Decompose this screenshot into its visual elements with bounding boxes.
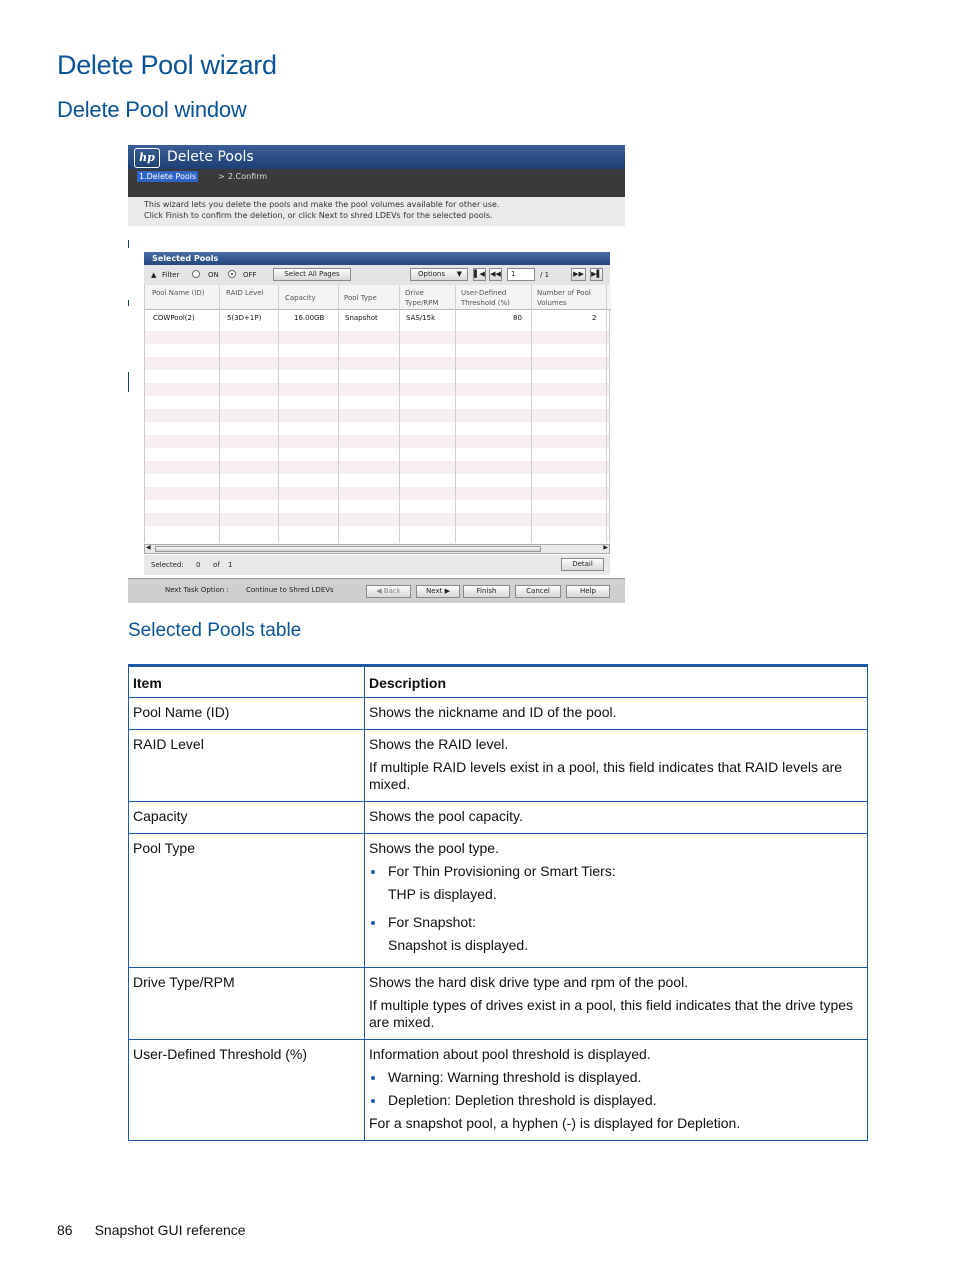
bullet-item: For Snapshot: [369, 914, 863, 931]
filter-off-label: OFF [243, 271, 257, 279]
description-text: Shows the hard disk drive type and rpm of the pool. [369, 974, 689, 990]
item-cell: Drive Type/RPM [129, 968, 365, 1040]
filter-on-label: ON [208, 271, 219, 279]
cell-pool-name: COWPool(2) [153, 314, 195, 322]
next-task-label: Next Task Option : [165, 586, 229, 594]
step-separator: > [218, 172, 225, 181]
delete-pools-screenshot [128, 145, 625, 603]
next-page-icon[interactable]: ▶▶ [571, 268, 586, 281]
col-pool-volumes[interactable]: Number of Pool Volumes [537, 289, 591, 307]
cell-threshold: 80 [513, 314, 522, 322]
cell-pool-type: Snapshot [345, 314, 378, 322]
filter-off-radio[interactable] [228, 270, 236, 278]
help-button[interactable]: Help [566, 585, 610, 598]
detail-button[interactable]: Detail [561, 558, 604, 571]
cell-pool-volumes: 2 [592, 314, 597, 322]
description-text: Shows the pool capacity. [369, 808, 523, 824]
page-footer [57, 1222, 246, 1238]
chevron-down-icon: ▼ [456, 270, 462, 278]
intro-line-2: Click Finish to confirm the deletion, or click Next to shred LDEVs for the selected pools. [144, 211, 493, 220]
header-item: Item [129, 666, 365, 698]
col-drive-type[interactable]: Drive Type/RPM [405, 289, 439, 307]
next-label: Next [426, 587, 443, 595]
bullet-subtext: Snapshot is displayed. [388, 937, 529, 953]
options-dropdown[interactable] [410, 268, 468, 281]
page-number-input[interactable]: 1 [507, 268, 535, 281]
bullet-item: For Thin Provisioning or Smart Tiers: [369, 863, 863, 880]
back-arrow-icon: ◀ [376, 587, 384, 595]
table-row [129, 1040, 868, 1141]
description-text: If multiple types of drives exist in a pool, this field indicates that the drive types are mixed. [369, 997, 854, 1030]
step-confirm[interactable]: 2.Confirm [228, 172, 268, 181]
grid-header [145, 285, 611, 310]
description-cell [365, 1040, 868, 1141]
filter-icon[interactable]: ▲ [151, 271, 157, 279]
description-cell [365, 802, 868, 834]
side-marks [128, 240, 130, 400]
first-page-icon[interactable]: ▌◀ [473, 268, 486, 281]
scroll-thumb[interactable] [155, 546, 541, 552]
col-pool-name[interactable]: Pool Name (ID) [152, 289, 205, 297]
scroll-left-icon[interactable]: ◀ [146, 544, 151, 551]
of-label: of [213, 561, 220, 569]
item-cell: Pool Type [129, 834, 365, 968]
col-threshold[interactable]: User-Defined Threshold (%) [461, 289, 510, 307]
item-cell: User-Defined Threshold (%) [129, 1040, 365, 1141]
table-row [129, 730, 868, 802]
prev-page-icon[interactable]: ◀◀ [489, 268, 502, 281]
back-button [366, 585, 411, 598]
dialog-title: Delete Pools [167, 149, 254, 165]
wizard-steps [128, 169, 625, 197]
col-capacity[interactable]: Capacity [285, 294, 316, 302]
bullet-item: Warning: Warning threshold is displayed. [369, 1069, 863, 1086]
select-all-pages-button[interactable]: Select All Pages [273, 268, 351, 281]
description-text: Shows the RAID level. [369, 736, 509, 752]
filter-label[interactable]: Filter [162, 271, 180, 279]
intro-line-1: This wizard lets you delete the pools and make the pool volumes available for other use. [144, 200, 500, 209]
back-label: Back [383, 587, 401, 595]
selected-pools-description-table [128, 664, 868, 1141]
options-label: Options [418, 270, 446, 278]
finish-button[interactable]: Finish [463, 585, 510, 598]
horizontal-scrollbar[interactable] [144, 544, 610, 554]
wizard-nav-bar [128, 578, 625, 603]
next-button[interactable] [416, 585, 460, 598]
last-page-icon[interactable]: ▶▌ [590, 268, 603, 281]
hp-logo: hp [134, 148, 160, 168]
page-number: 86 [57, 1222, 73, 1238]
description-text: For a snapshot pool, a hyphen (-) is displayed for Depletion. [369, 1115, 741, 1131]
cell-drive-type: SAS/15k [406, 314, 436, 322]
cancel-button[interactable]: Cancel [515, 585, 561, 598]
grid-footer [144, 555, 610, 575]
next-arrow-icon: ▶ [442, 587, 450, 595]
header-description: Description [365, 666, 868, 698]
section-heading: Delete Pool window [57, 97, 247, 122]
bullet-subtext: THP is displayed. [388, 886, 497, 902]
description-text: Shows the pool type. [369, 840, 499, 856]
filter-on-radio[interactable] [192, 270, 200, 278]
table-row [129, 834, 868, 968]
total-count: 1 [228, 561, 233, 569]
footer-title: Snapshot GUI reference [94, 1222, 246, 1238]
scroll-right-icon[interactable]: ▶ [603, 544, 608, 551]
item-cell: RAID Level [129, 730, 365, 802]
table-row [129, 802, 868, 834]
cell-raid-level: 5(3D+1P) [227, 314, 262, 322]
page-total: / 1 [540, 271, 550, 279]
col-pool-type[interactable]: Pool Type [344, 294, 377, 302]
description-cell [365, 698, 868, 730]
table-header-row [129, 666, 868, 698]
description-cell [365, 968, 868, 1040]
selected-pools-panel-title: Selected Pools [144, 252, 610, 265]
description-cell [365, 730, 868, 802]
description-text: If multiple RAID levels exist in a pool, this field indicates that RAID levels are mixed. [369, 759, 843, 792]
wizard-intro [128, 197, 625, 226]
description-cell [365, 834, 868, 968]
item-cell: Pool Name (ID) [129, 698, 365, 730]
bullet-item: Depletion: Depletion threshold is displayed. [369, 1092, 863, 1109]
cell-capacity: 16.00GB [294, 314, 325, 322]
selected-count: 0 [196, 561, 201, 569]
description-text: Shows the nickname and ID of the pool. [369, 704, 617, 720]
grid-toolbar [144, 265, 610, 285]
subsection-heading: Selected Pools table [128, 620, 302, 641]
step-delete-pools[interactable]: 1.Delete Pools [139, 172, 197, 181]
description-text: Information about pool threshold is displayed. [369, 1046, 651, 1062]
dialog-title-bar [128, 145, 625, 169]
item-cell: Capacity [129, 802, 365, 834]
selected-pools-grid [144, 285, 610, 543]
col-raid-level[interactable]: RAID Level [226, 289, 264, 297]
page-title: Delete Pool wizard [57, 50, 277, 80]
table-row [129, 968, 868, 1040]
next-task-value[interactable]: Continue to Shred LDEVs [246, 586, 334, 594]
table-row [129, 698, 868, 730]
selected-label: Selected: [151, 561, 184, 569]
